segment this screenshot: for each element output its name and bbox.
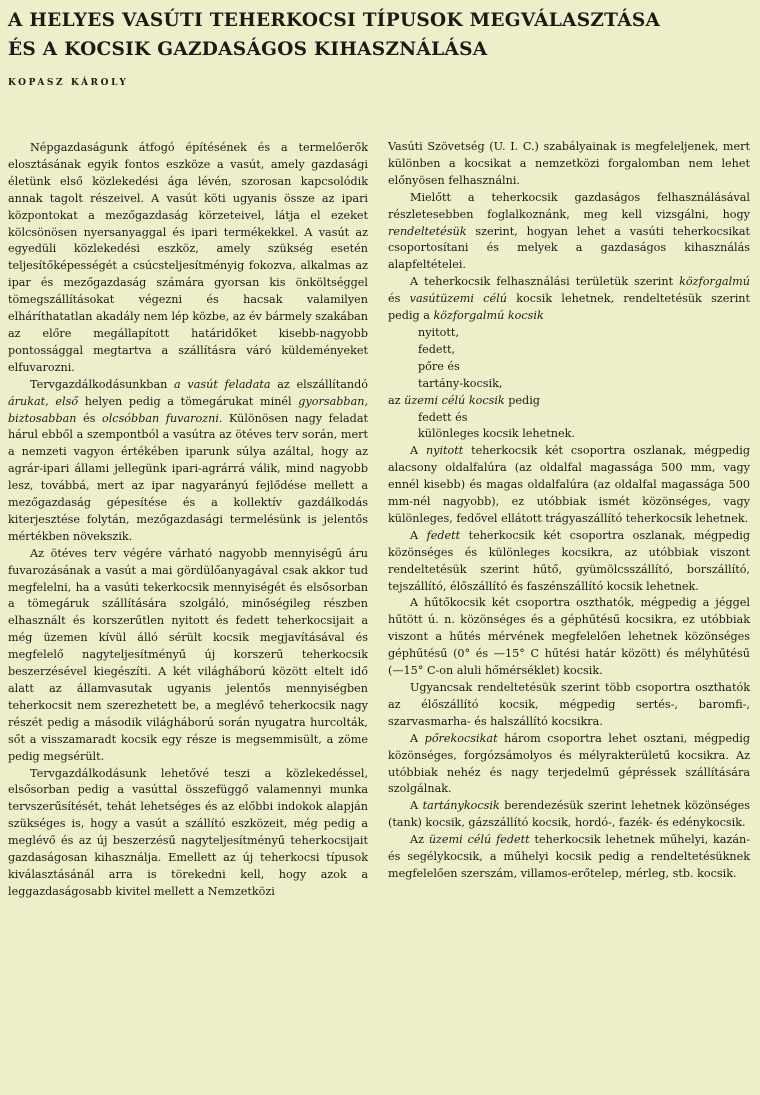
list-item: pőre és [418,359,460,373]
paragraph: A pőrekocsikat három csoportra lehet osztani, mégpedig közönséges, forgózsámolyos és mélyrakterületű kocsikra. Az utóbbiak nehéz és nagy terjedelmű gépréssek szállítására szolgálnak. [388,731,750,796]
list-item: nyitott, [418,325,459,339]
wagon-type-list [388,325,750,393]
paragraph: A tartánykocsik berendezésük szerint lehetnek közönséges (tank) kocsik, gázszállító kocsik, hordó-, fazék- és edénykocsik. [388,799,751,830]
author-byline: KOPASZ KÁROLY [8,78,129,88]
list-item: fedett, [418,342,456,356]
service-wagon-list [388,410,750,444]
paragraph: A fedett teherkocsik két csoportra oszlanak, mégpedig közönséges és különleges kocsikra, az utóbbiak viszont rendeltetésük szerint hűtő, gyümölcsszállító, borszállító, tejszállító, élőszállító és faszénszállító kocsik lehetnek. [388,528,751,593]
list-intro: az üzemi célú kocsik pedig [388,393,540,407]
paragraph: Népgazdaságunk átfogó építésének és a termelőerők elosztásának egyik fontos eszköze a vasút, amely gazdasági életünk első közlekedési ága lévén, szorosan kapcsolódik annak tagolt részeivel. A vasút köti ugyanis össze az ipari központokat a mezőgazdaság körzeteivel, látja el ezeket kölcsönösen nyersanyaggal és ipari termékekkel. A vasút az egyedüli közlekedési eszköz, amely szükség esetén teljesítőképességét a csúcsteljesítményig fokozva, alkalmas az ipar és mezőgazdaság számára gyorsan kis önköltséggel tömegszállításokat végezni és hacsak valamilyen elháríthatatlan akadály nem lép közbe, az év bármely szakában az előre megállapított határidőket kisebb-nagyobb pontossággal megtartva a szállításra váró küldeményeket elfuvarozni. [8,141,368,374]
list-item: fedett és [418,410,468,424]
paragraph: Az üzemi célú fedett teherkocsik lehetnek műhelyi, kazán- és segélykocsik, a műhelyi kocsik pedig a rendeltetésüknek megfelelően szerszám, villamos-erőtelep, mérleg, stb. kocsik. [388,833,750,880]
right-column [388,139,750,883]
title-line-1: A HELYES VASÚTI TEHERKOCSI TÍPUSOK MEGVÁLASZTÁSA [8,10,661,31]
paragraph: Vasúti Szövetség (U. I. C.) szabályainak is megfeleljenek, mert különben a kocsikat a nemzetközi forgalomban nem lehet előnyösen felhasználni. [388,140,750,187]
paragraph: A hűtőkocsik két csoportra oszthatók, mégpedig a jéggel hűtött ú. n. közönséges és a géphűtésű kocsikra, ez utóbbiak viszont a hűtés mérvének megfelelően lehetnek közönséges géphűtésű (0° és —15° C hűtési határ között) és mélyhűtésű (—15° C-on aluli hőmérséklet) kocsik. [388,596,750,678]
title-line-2: ÉS A KOCSIK GAZDASÁGOS KIHASZNÁLÁSA [8,39,488,60]
paragraph: Ugyancsak rendeltetésük szerint több csoportra oszthatók az élőszállító kocsik, mégpedig sertés-, baromfi-, szarvasmarha- és halszállító kocsikra. [388,681,750,728]
paragraph: Tervgazdálkodásunkban a vasút feladata az elszállítandó árukat, első helyen pedig a tömegárukat minél gyorsabban, biztosabban és olcsóbban fuvarozni. Különösen nagy feladat hárul ebből a szempontból a vasútra az ötéves terv során, mert a nemzeti vagyon értékében iparunk súlya azáltal, hogy az agrár-ipari állami jellegünk ipari-agrárrá válik, mind nagyobb lesz, továbbá, mert az ipar nagyarányú fejlődése mellett a mezőgazdaság gépesítése és a kollektív gazdálkodás kiterjesztése folytán, mezőgazdasági termelésünk is jelentős mértékben növekszik. [8,377,368,543]
list-item: különleges kocsik lehetnek. [418,427,575,441]
paragraph: Az ötéves terv végére várható nagyobb mennyiségű áru fuvarozásának a vasút a mai gördülőanyagával csak akkor tud megfelelni, ha a vasúti tekerkocsik mennyiségét és elsősorban a tömegáruk szállítására szolgáló, minőségileg részben elhasznált és korszerűtlen nyitott és fedett teherkocsijait a még üzemen kívül álló sérült kocsik megjavításával és megfelelő nagyteljesítményű új korszerű teherkocsik beszerzésével kiegészíti. A két világháború között eltelt idő alatt az államvasutak ugyanis jelentős mennyiségben teherkocsit nem szerezhetett be, a meglévő teherkocsik nagy részét pedig a második világháború során nyugatra hurcolták, sőt a visszamaradt kocsik egy része is megsemmisült, a zöme pedig megsérült. [8,546,368,763]
paragraph: Tervgazdálkodásunk lehetővé teszi a közlekedéssel, elsősorban pedig a vasúttal összefüggő valamennyi munka tervszerűsítését, tehát lehetséges és az előbbi indokok alapján szükséges is, hogy a vasút a szállító eszközeit, még pedig a meglévő és az új beszerzésű nagyteljesítményű teherkocsijait gazdaságosan kihasználja. Emellett az új teherkocsi típusok kiválasztásánál arra is törekedni kell, hogy azok a leggazdaságosabb kivitel mellett a Nemzetközi [8,766,368,898]
paragraph: A teherkocsik felhasználási területük szerint közforgalmú és vasútüzemi célú kocsik lehetnek, rendeltetésük szerint pedig a közforgalmú kocsik [388,275,750,323]
paragraph: A nyitott teherkocsik két csoportra oszlanak, mégpedig alacsony oldalfalúra (az oldalfal magassága 500 mm, vagy ennél kisebb) és magas oldalfalúra (az oldalfal magassága 500 mm-nél nagyobb), ez utóbbiak ismét közönséges, vagy különleges, fedővel ellátott trágyaszállító teherkocsik lehetnek. [388,444,750,525]
list-item: tartány-kocsik, [418,376,503,390]
paragraph: Mielőtt a teherkocsik gazdaságos felhasználásával részletesebben foglalkoznánk, meg kell vizsgálni, hogy rendeltetésük szerint, hogyan lehet a vasúti teherkocsikat csoportosítani és melyek a gazdaságos kihasználás alapfeltételei. [388,190,750,272]
left-column [8,140,368,901]
article-title [8,6,758,64]
